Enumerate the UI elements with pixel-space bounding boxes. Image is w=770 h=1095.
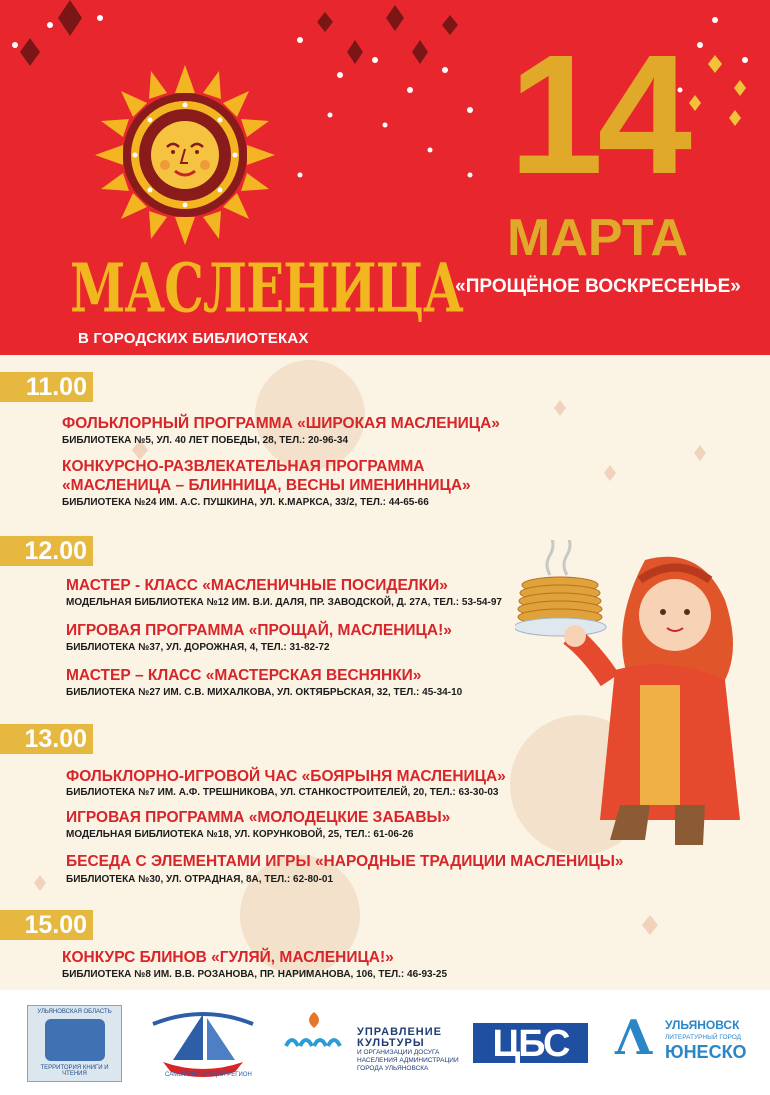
time-badge-1200: 12.00 xyxy=(0,536,93,566)
girl-with-pancakes-illustration xyxy=(515,540,755,850)
ulyanovsk-region-logo xyxy=(27,1005,122,1082)
event-address: БИБЛИОТЕКА №30, УЛ. ОТРАДНАЯ, 8А, ТЕЛ.: 62-80-01 xyxy=(66,874,334,885)
logo3-line1: УПРАВЛЕНИЕ xyxy=(357,1026,442,1038)
event-title: МАСТЕР – КЛАСС «МАСТЕРСКАЯ ВЕСНЯНКИ» xyxy=(66,667,422,684)
header-banner xyxy=(0,0,770,355)
event-title: ФОЛЬКЛОРНЫЙ ПРОГРАММА «ШИРОКАЯ МАСЛЕНИЦА» xyxy=(62,415,500,432)
logo5-org: ЮНЕСКО xyxy=(665,1042,747,1062)
logo3-line2: КУЛЬТУРЫ xyxy=(357,1037,425,1049)
logo3-line4: НАСЕЛЕНИЯ АДМИНИСТРАЦИИ xyxy=(357,1057,459,1064)
logo3-line5: ГОРОДА УЛЬЯНОВСКА xyxy=(357,1065,429,1072)
event-title: КОНКУРСНО-РАЗВЛЕКАТЕЛЬНАЯ ПРОГРАММА xyxy=(62,458,425,475)
event-address: МОДЕЛЬНАЯ БИБЛИОТЕКА №12 ИМ. В.И. ДАЛЯ, ПР. ЗАВОДСКОЙ, Д. 27А, ТЕЛ.: 53-54-97 xyxy=(66,597,502,608)
date-number: 14 xyxy=(508,20,687,210)
event-title: ИГРОВАЯ ПРОГРАММА «МОЛОДЕЦКИЕ ЗАБАВЫ» xyxy=(66,809,451,826)
event-address: БИБЛИОТЕКА №7 ИМ. А.Ф. ТРЕШНИКОВА, УЛ. СТАНКОСТРОИТЕЛЕЙ, 20, ТЕЛ.: 63-30-03 xyxy=(66,787,499,798)
logo2-text: САМЫЙ ЧИТАЮЩИЙ РЕГИОН xyxy=(165,1072,252,1078)
event-title: БЕСЕДА С ЭЛЕМЕНТАМИ ИГРЫ «НАРОДНЫЕ ТРАДИЦИИ МАСЛЕНИЦЫ» xyxy=(66,853,624,870)
logo3-line3: И ОРГАНИЗАЦИИ ДОСУГА xyxy=(357,1049,440,1056)
literary-city-letter-icon: Λ xyxy=(615,1010,653,1066)
event-title-line2: «МАСЛЕНИЦА – БЛИННИЦА, ВЕСНЫ ИМЕНИННИЦА» xyxy=(62,477,471,494)
date-month: МАРТА xyxy=(507,209,688,267)
logo5-sub: ЛИТЕРАТУРНЫЙ ГОРОД xyxy=(665,1034,742,1041)
event-address: МОДЕЛЬНАЯ БИБЛИОТЕКА №18, УЛ. КОРУНКОВОЙ, 25, ТЕЛ.: 61-06-26 xyxy=(66,829,414,840)
event-title: КОНКУРС БЛИНОВ «ГУЛЯЙ, МАСЛЕНИЦА!» xyxy=(62,949,394,966)
event-address: БИБЛИОТЕКА №8 ИМ. В.В. РОЗАНОВА, ПР. НАРИМАНОВА, 106, ТЕЛ.: 46-93-25 xyxy=(62,969,448,980)
event-address: БИБЛИОТЕКА №5, УЛ. 40 ЛЕТ ПОБЕДЫ, 28, ТЕЛ.: 20-96-34 xyxy=(62,435,349,446)
cbs-logo xyxy=(473,1023,588,1063)
ship-book-logo xyxy=(143,1002,263,1082)
time-badge-1500: 15.00 xyxy=(0,910,93,940)
footer-logos xyxy=(0,990,770,1095)
sun-face-icon xyxy=(95,65,275,245)
festival-title: МАСЛЕНИЦА xyxy=(70,248,463,328)
logo1-bottom-text: ТЕРРИТОРИЯ КНИГИ И ЧТЕНИЯ xyxy=(40,1065,109,1077)
region-map-icon xyxy=(45,1019,105,1061)
time-badge-1100: 11.00 xyxy=(0,372,93,402)
day-name: «ПРОЩЁНОЕ ВОСКРЕСЕНЬЕ» xyxy=(455,276,741,297)
event-title: ФОЛЬКЛОРНО-ИГРОВОЙ ЧАС «БОЯРЫНЯ МАСЛЕНИЦА» xyxy=(66,768,506,785)
time-badge-1300: 13.00 xyxy=(0,724,93,754)
culture-department-text xyxy=(357,1027,459,1073)
unesco-city-logo xyxy=(615,1008,765,1078)
event-address: БИБЛИОТЕКА №24 ИМ. А.С. ПУШКИНА, УЛ. К.МАРКСА, 33/2, ТЕЛ.: 44-65-66 xyxy=(62,497,429,508)
event-address: БИБЛИОТЕКА №37, УЛ. ДОРОЖНАЯ, 4, ТЕЛ.: 31-82-72 xyxy=(66,642,330,653)
event-title: ИГРОВАЯ ПРОГРАММА «ПРОЩАЙ, МАСЛЕНИЦА!» xyxy=(66,622,452,639)
logo5-city: УЛЬЯНОВСК xyxy=(665,1018,740,1032)
cbs-logo-text: ЦБС xyxy=(492,1023,569,1065)
event-address: БИБЛИОТЕКА №27 ИМ. С.В. МИХАЛКОВА, УЛ. ОКТЯБРЬСКАЯ, 32, ТЕЛ.: 45-34-10 xyxy=(66,687,463,698)
festival-subtitle: В ГОРОДСКИХ БИБЛИОТЕКАХ xyxy=(78,330,309,347)
schedule-area xyxy=(0,355,770,990)
event-title: МАСТЕР - КЛАСС «МАСЛЕНИЧНЫЕ ПОСИДЕЛКИ» xyxy=(66,577,448,594)
logo1-top-text: УЛЬЯНОВСКАЯ ОБЛАСТЬ xyxy=(37,1009,112,1015)
culture-department-icon xyxy=(282,1008,352,1053)
